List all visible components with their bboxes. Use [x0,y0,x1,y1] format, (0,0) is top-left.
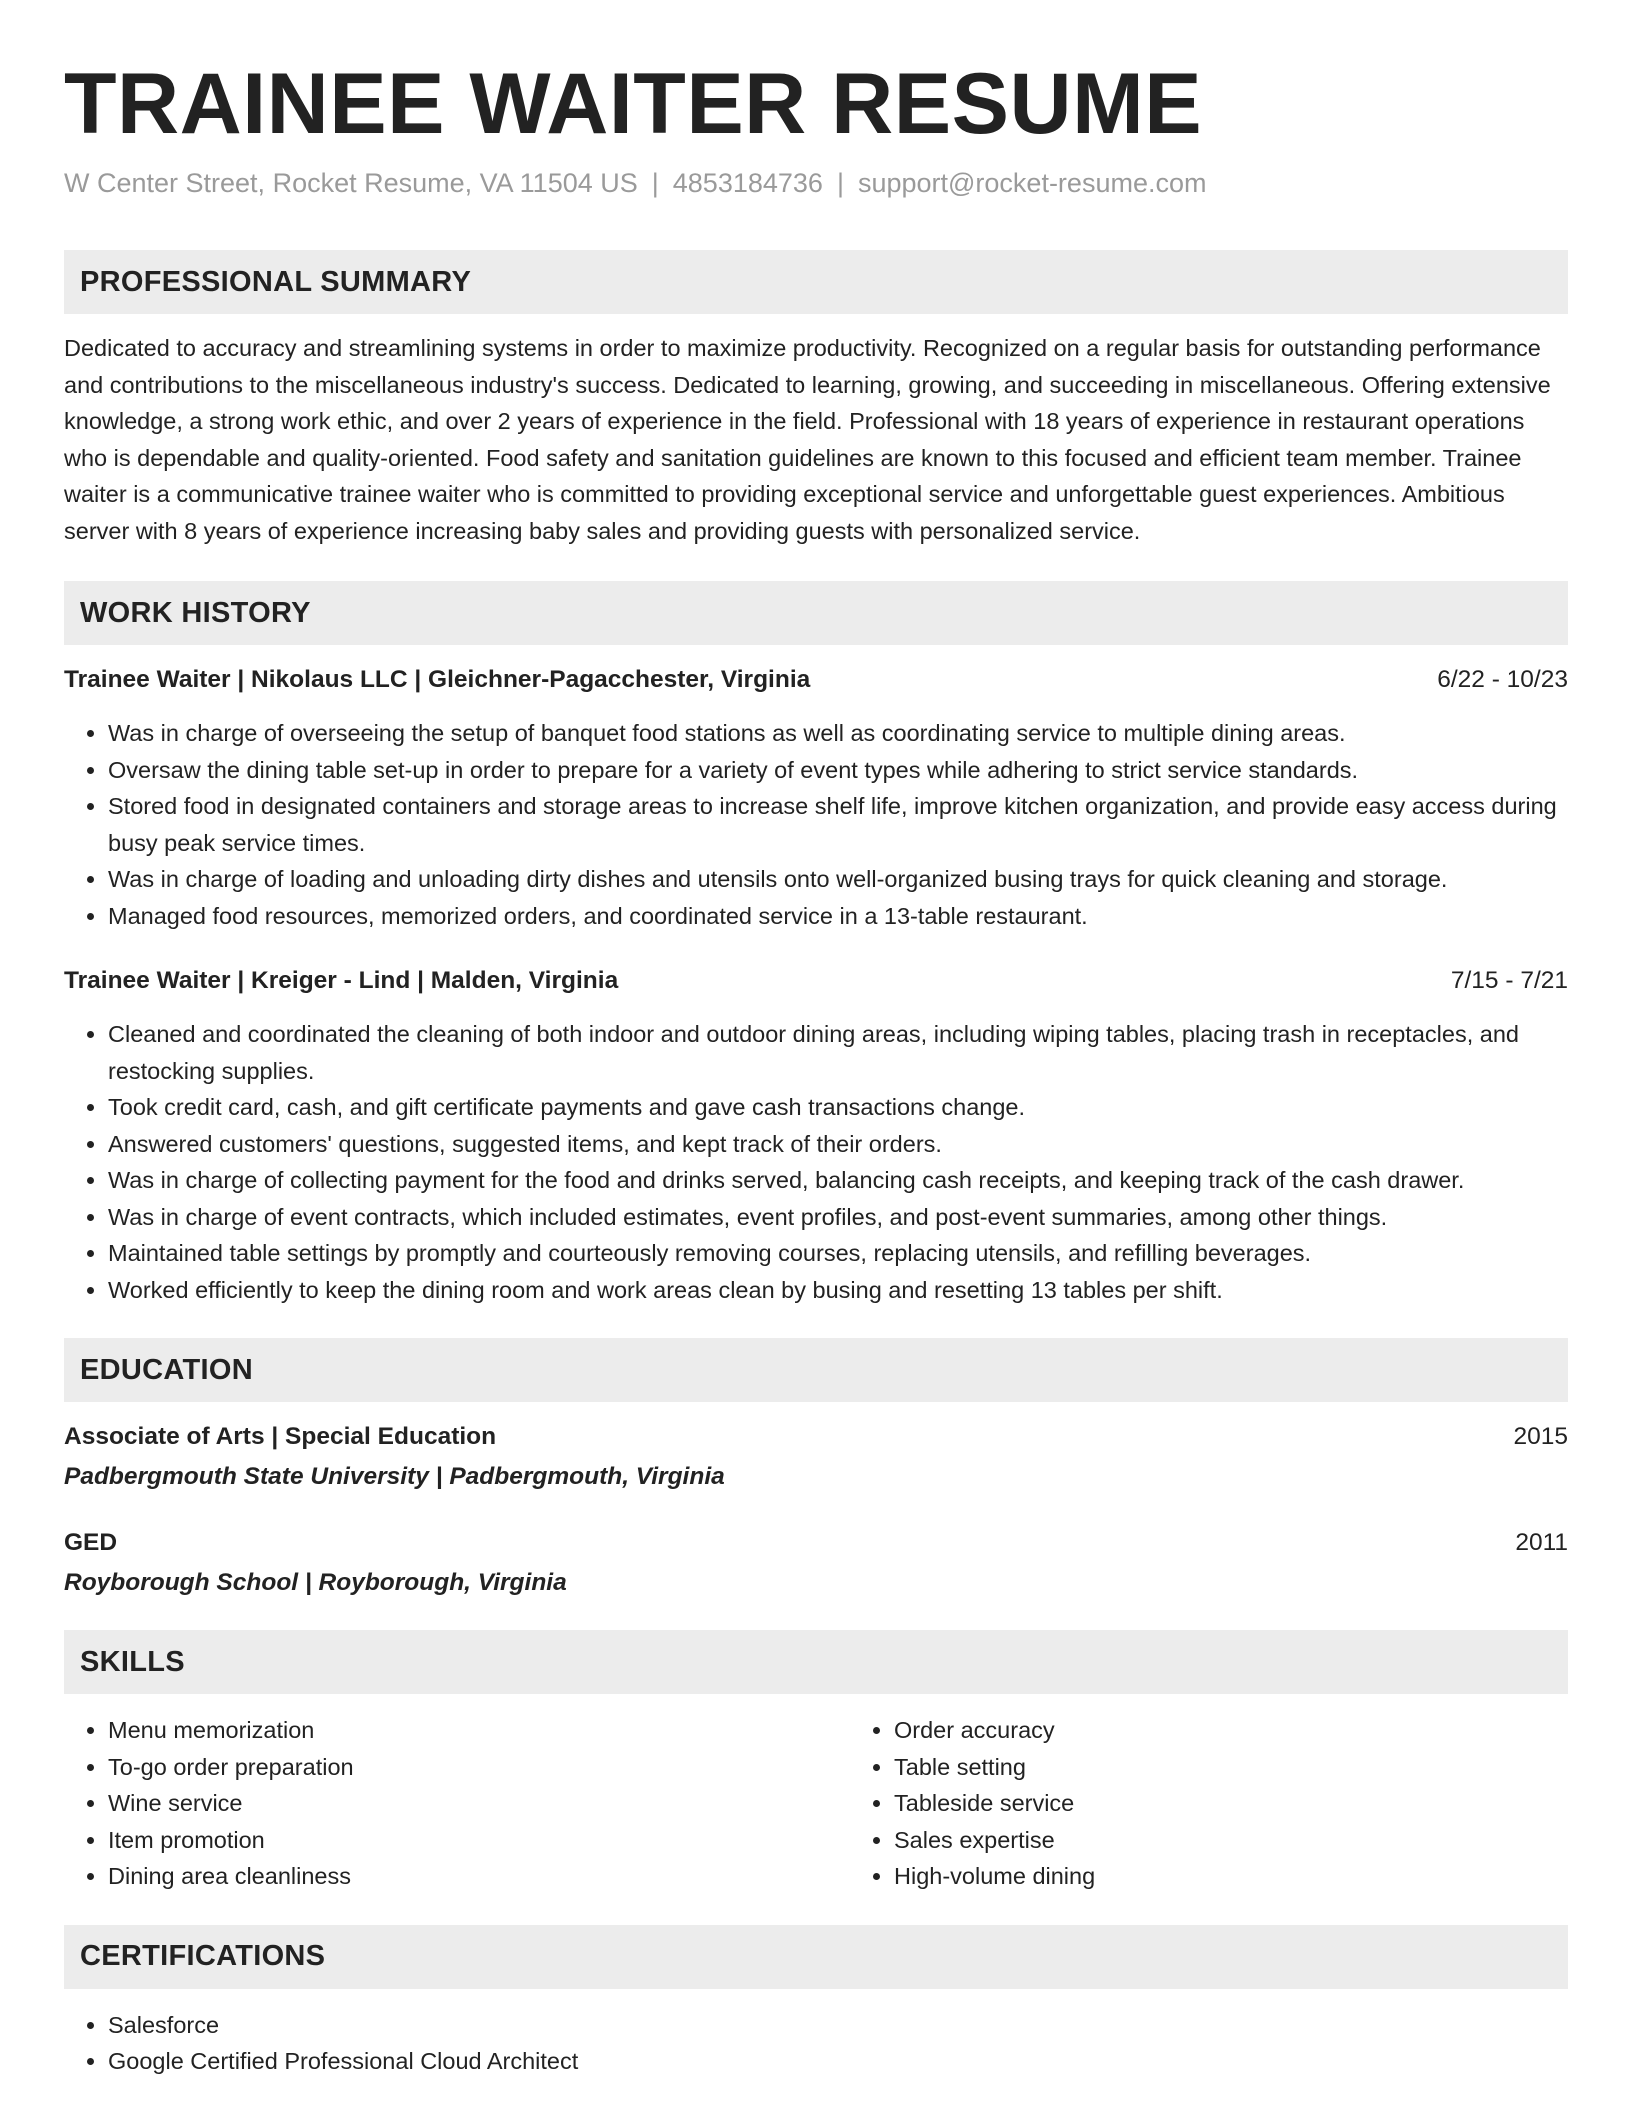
skill-item: • Item promotion [108,1822,850,1859]
education-school: Royborough School | Royborough, Virginia [64,1569,567,1596]
skill-item: • Wine service [108,1785,850,1822]
education-header [64,1526,1568,1560]
certification-item: • Salesforce [108,2007,1568,2044]
skills-column-right [850,1712,1632,1895]
skill-item: • Order accuracy [894,1712,1632,1749]
contact-separator: | [836,168,844,198]
job-bullet: • Oversaw the dining table set-up in order to prepare for a variety of event types while adhering to strict service standards. [108,752,1568,789]
education-degree: Associate of Arts | Special Education [64,1423,497,1450]
job-header [64,663,1568,697]
contact-address: W Center Street, Rocket Resume, VA 11504 US [64,168,638,198]
skills-column-left [64,1712,850,1895]
job-bullet: • Worked efficiently to keep the dining room and work areas clean by busing and resetting 13 tables per shift. [108,1272,1568,1309]
skill-item: • Menu memorization [108,1712,850,1749]
education-school: Padbergmouth State University | Padbergmouth, Virginia [64,1463,725,1490]
skill-item: • Table setting [894,1749,1632,1786]
job-bullet: • Answered customers' questions, suggested items, and kept track of their orders. [108,1126,1568,1163]
education-degree: GED [64,1529,118,1556]
resume-title: TRAINEE WAITER RESUME [64,56,1203,152]
skill-item: • Dining area cleanliness [108,1858,850,1895]
education-header [64,1420,1568,1454]
job-bullets [64,1016,1568,1308]
job-bullets [64,715,1568,934]
contact-line [64,166,1568,200]
job-header [64,964,1568,998]
job-entry [64,964,1568,1308]
job-title: Trainee Waiter | Nikolaus LLC | Gleichner-Pagacchester, Virginia [64,666,811,693]
skill-item: • Tableside service [894,1785,1632,1822]
education-entry [64,1420,1568,1494]
contact-separator: | [651,168,659,198]
summary-text: Dedicated to accuracy and streamlining systems in order to maximize productivity. Recognized on a regular basis for outstanding performance and contributions to the miscellaneous industry's success. Dedicated to learning, growing, and succeeding in miscellaneous. Offering extensive knowledge, a strong work ethic, and over 2 years of experience in the field. Professional with 18 years of experience in restaurant operations who is dependable and quality-oriented. Food safety and sanitation guidelines are known to this focused and efficient team member. Trainee waiter is a communicative trainee waiter who is committed to providing exceptional service and unforgettable guest experiences. Ambitious server with 8 years of experience increasing baby sales and providing guests with personalized service. [64,335,1551,544]
section-header-education: EDUCATION [64,1338,1568,1402]
contact-email[interactable]: support@rocket-resume.com [857,168,1207,198]
education-entry [64,1526,1568,1600]
certification-item: • Google Certified Professional Cloud Architect [108,2043,1568,2080]
education-year: 2015 [1513,1423,1568,1450]
job-bullet: • Stored food in designated containers and storage areas to increase shelf life, improve kitchen organization, and provide easy access during busy peak service times. [108,788,1568,861]
certifications-list [64,2007,1568,2080]
job-bullet: • Took credit card, cash, and gift certificate payments and gave cash transactions change. [108,1089,1568,1126]
skill-item: • High-volume dining [894,1858,1632,1895]
job-bullet: • Was in charge of loading and unloading dirty dishes and utensils onto well-organized busing trays for quick cleaning and storage. [108,861,1568,898]
skill-item: • To-go order preparation [108,1749,850,1786]
skill-item: • Sales expertise [894,1822,1632,1859]
section-header-skills: SKILLS [64,1630,1568,1694]
job-entry [64,663,1568,934]
section-header-summary: PROFESSIONAL SUMMARY [64,250,1568,314]
job-dates: 6/22 - 10/23 [1437,666,1568,693]
section-header-certifications: CERTIFICATIONS [64,1925,1568,1989]
job-bullet: • Maintained table settings by promptly and courteously removing courses, replacing utensils, and refilling beverages. [108,1235,1568,1272]
section-header-work-history: WORK HISTORY [64,581,1568,645]
job-bullet: • Cleaned and coordinated the cleaning of both indoor and outdoor dining areas, including wiping tables, placing trash in receptacles, and restocking supplies. [108,1016,1568,1089]
job-dates: 7/15 - 7/21 [1450,967,1568,994]
contact-phone: 4853184736 [672,168,823,198]
job-bullet: • Was in charge of event contracts, which included estimates, event profiles, and post-event summaries, among other things. [108,1199,1568,1236]
skills-grid [64,1712,1568,1895]
job-bullet: • Was in charge of overseeing the setup of banquet food stations as well as coordinating service to multiple dining areas. [108,715,1568,752]
education-year: 2011 [1515,1529,1568,1556]
job-title: Trainee Waiter | Kreiger - Lind | Malden, Virginia [64,967,619,994]
job-bullet: • Managed food resources, memorized orders, and coordinated service in a 13-table restaurant. [108,898,1568,935]
job-bullet: • Was in charge of collecting payment for the food and drinks served, balancing cash receipts, and keeping track of the cash drawer. [108,1162,1568,1199]
